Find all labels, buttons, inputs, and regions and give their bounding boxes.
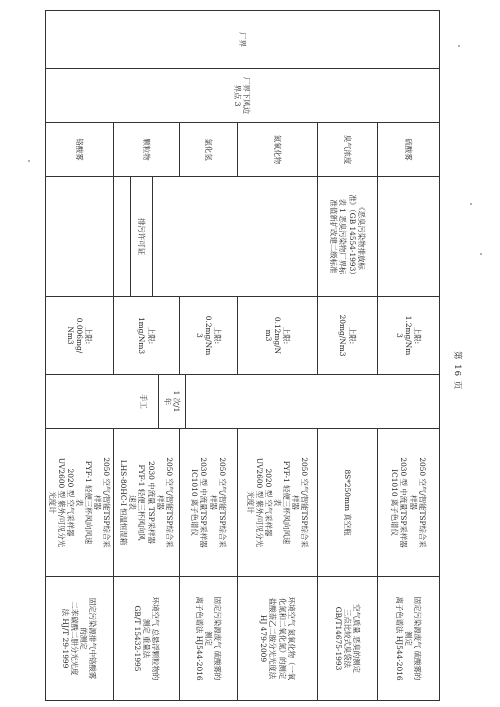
limit-cell: 上限: 20mg/Nm3 (318, 297, 378, 375)
pollutant-cell: 氮氧化物 (238, 123, 318, 177)
pollutant-cell: 颗粒物 (114, 123, 180, 177)
standard-cell: 《恶臭污染物排放标 准》（GB 14554-1993） 表 1 恶臭污染物厂界标 准值新扩改建二级标准 (318, 177, 378, 297)
method-cell: 固定污染源废气 硫酸雾的 测定 离子色谱法 HJ544-2016 (180, 577, 238, 701)
pollutant-cell: 硫酸雾 (378, 123, 440, 177)
permit-cell: 排污许可证 (114, 177, 318, 297)
limit-cell: 上限: 1.2mg/Nm 3 (378, 297, 440, 375)
rotated-table-container (47, 10, 440, 700)
instrument-cell: 2050 空气/智能TSP综合采 样器 2030 型 中流量TSP采样器 IC1010 离子色谱仪 (378, 429, 440, 577)
scan-speck (470, 203, 472, 205)
page-number: 第 16 页 (452, 351, 462, 391)
area-cell: 厂界 (45, 11, 439, 69)
method-cell: 固定污染源废气 硫酸雾的 测定 离子色谱法 HJ544-2016 (378, 577, 440, 701)
scan-speck (480, 253, 482, 255)
standard-cell (378, 177, 440, 297)
method-cell: 环境空气 氮氧化物（一氧 化氮和二氧化氮）的测定 盐酸萘乙二胺分光光度法 HJ 479-2009 (238, 577, 318, 701)
instrument-cell: 2050 空气/智能TSP综合采 样器 2030 中流量 TSP采样器 FYF-1 轻便三杯风向风 速表 LHS-80HC-I 恒温恒湿箱 (114, 429, 180, 577)
scan-speck (458, 45, 460, 47)
method-cell: 环境空气 总悬浮颗粒物的 测定 重量法 GB/T 15432-1995 (114, 577, 180, 701)
limit-cell: 上限: 1mg/Nm3 (114, 297, 180, 375)
limit-cell: 上限: 0.006mg/ Nm3 (45, 297, 113, 375)
instrument-cell: 2050 空气/智能TSP综合采 样器 FYF-1 轻便三杯风向风速 表 2020 型 空气采样器 UV2600 型 紫外/可见分光 光度计 (45, 429, 113, 577)
monitoring-table (45, 10, 440, 701)
instrument-cell: 2050 空气/智能TSP综合采 样器 2030 型 中流量TSP采样器 IC1010 离子色谱仪 (180, 429, 238, 577)
table-row (378, 11, 440, 701)
pollutant-cell: 臭气浓度 (318, 123, 378, 177)
limit-cell: 上限: 0.12mg/N m3 (238, 297, 318, 375)
sampling-point-cell: 厂界下风边 界点 3 (45, 69, 439, 123)
instrument-cell: 8S*250mm 真空瓶 (318, 429, 378, 577)
standard-cell (45, 177, 113, 297)
method-cell: 固定污染源排气中铬酸雾 的测定 二苯碳酰二肼分光光度 法 HJ/T 29-1999 (45, 577, 113, 701)
instrument-cell: 2050 空气/智能TSP综合采 样器 FYF-1 轻便三杯风向风速 表 2020 型 空气采样器 UV2600 型 紫外/可见分光 光度计 (238, 429, 318, 577)
pollutant-cell: 氯化氢 (180, 123, 238, 177)
pollutant-cell: 铬酸雾 (45, 123, 113, 177)
frequency-cell: 1 次/1 年 手工 (45, 375, 439, 429)
scan-speck (28, 160, 30, 162)
method-cell: 空气质量 恶臭的测定 三点比较式臭袋法 GB/T14675-1993 (318, 577, 378, 701)
limit-cell: 上限: 0.2mg/Nm 3 (180, 297, 238, 375)
